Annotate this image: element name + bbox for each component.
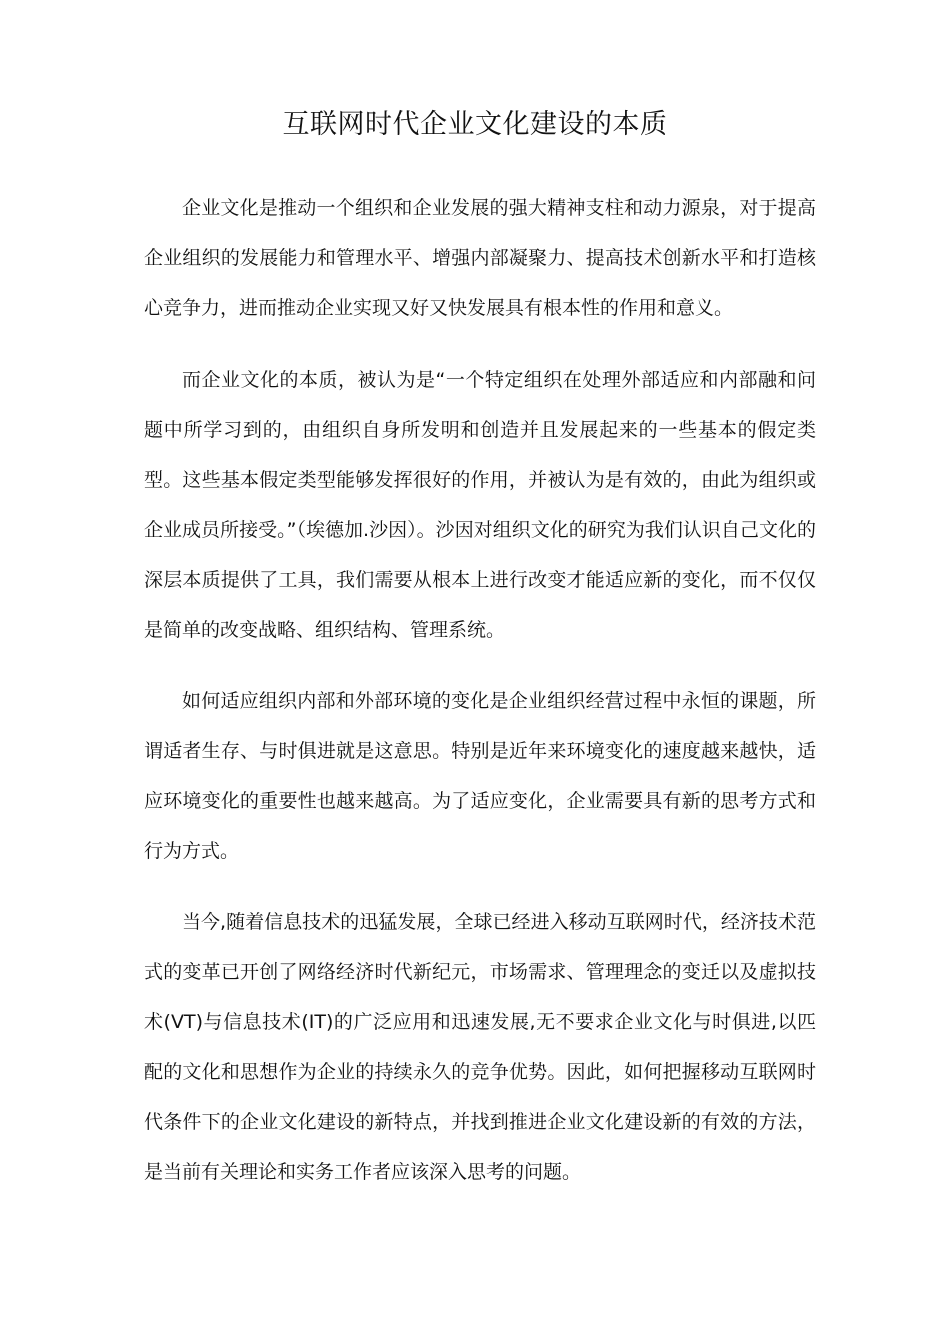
paragraph-2: 而企业文化的本质，被认为是“一个特定组织在处理外部适应和内部融和问题中所学习到的，由组织自身所发明和创造并且发展起来的一些基本的假定类型。这些基本假定类型能够发挥很好的作用，并被认为是有效的，由此为组织或企业成员所接受。”（埃德加.沙因）。沙因对组织文化的研究为我们认识自己文化的深层本质提供了工具，我们需要从根本上进行改变才能适应新的变化，而不仅仅是简单的改变战略、组织结构、管理系统。 [144,369,816,641]
paragraph-4: 当今,随着信息技术的迅猛发展，全球已经进入移动互联网时代，经济技术范式的变革已开创了网络经济时代新纪元，市场需求、管理理念的变迁以及虚拟技术(VT)与信息技术(IT)的广泛应用和迅速发展,无不要求企业文化与时俱进,以匹配的文化和思想作为企业的持续永久的竞争优势。因此，如何把握移动互联网时代条件下的企业文化建设的新特点，并找到推进企业文化建设新的有效的方法，是当前有关理论和实务工作者应该深入思考的问题。 [144,911,816,1183]
paragraph-3: 如何适应组织内部和外部环境的变化是企业组织经营过程中永恒的课题，所谓适者生存、与时俱进就是这意思。特别是近年来环境变化的速度越来越快，适应环境变化的重要性也越来越高。为了适应变化，企业需要具有新的思考方式和行为方式。 [144,690,816,862]
paragraph-1: 企业文化是推动一个组织和企业发展的强大精神支柱和动力源泉，对于提高企业组织的发展能力和管理水平、增强内部凝聚力、提高技术创新水平和打造核心竞争力，进而推动企业实现又好又快发展具有根本性的作用和意义。 [144,197,816,319]
document-title: 互联网时代企业文化建设的本质 [282,109,668,140]
